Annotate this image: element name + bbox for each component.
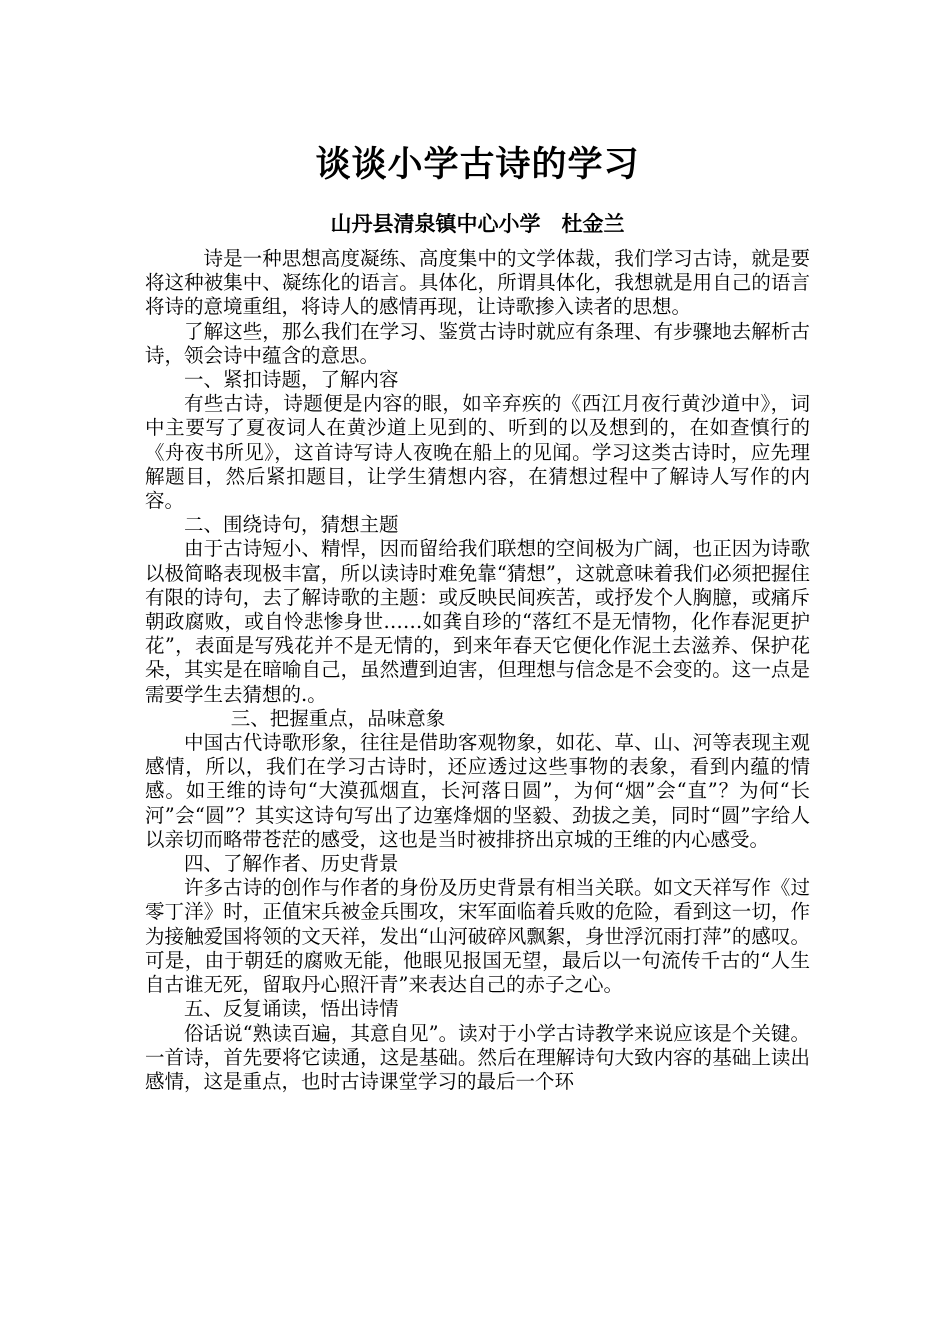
paragraph-section-3: 中国古代诗歌形象，往往是借助客观物象，如花、草、山、河等表现主观感情，所以，我们在学习古诗时，还应透过这些事物的表象，看到内蕴的情感。如王维的诗句“大漠孤烟直，长河落日圆”，为何“烟”会“直”？为何“长河”会“圆”？其实这诗句写出了边塞烽烟的坚毅、劲拔之美，同时“圆”字给人以亲切而略带苍茫的感受，这也是当时被排挤出京城的王维的内心感受。	[145, 731, 810, 851]
paragraph-intro: 诗是一种思想高度凝练、高度集中的文学体裁，我们学习古诗，就是要将这种被集中、凝练化的语言。具体化，所谓具体化，我想就是用自己的语言将诗的意境重组，将诗人的感情再现，让诗歌掺入读者的思想。	[145, 247, 810, 319]
section-heading-2: 二、围绕诗句，猜想主题	[184, 513, 399, 537]
section-heading-4: 四、了解作者、历史背景	[184, 852, 399, 876]
author-line: 山丹县清泉镇中心小学 杜金兰	[330, 211, 625, 236]
paragraph-section-1: 有些古诗，诗题便是内容的眼，如辛弃疾的《西江月夜行黄沙道中》，词中主要写了夏夜词人在黄沙道上见到的、听到的以及想到的，在如查慎行的《舟夜书所见》，这首诗写诗人夜晚在船上的见闻。学习这类古诗时，应先理解题目，然后紧扣题目，让学生猜想内容，在猜想过程中了解诗人写作的内容。	[145, 392, 810, 513]
section-heading-1: 一、紧扣诗题，了解内容	[184, 368, 399, 392]
paragraph-section-4: 许多古诗的创作与作者的身份及历史背景有相当关联。如文天祥写作《过零丁洋》时，正值宋兵被金兵围攻，宋军面临着兵败的危险，看到这一切，作为接触爱国将领的文天祥，发出“山河破碎风飘絮，身世浮沉雨打萍”的感叹。可是，由于朝廷的腐败无能，他眼见报国无望，最后以一句流传千古的“人生自古谁无死，留取丹心照汗青”来表达自己的赤子之心。	[145, 876, 810, 997]
paragraph-intro-2: 了解这些，那么我们在学习、鉴赏古诗时就应有条理、有步骤地去解析古诗，领会诗中蕴含的意思。	[145, 319, 810, 367]
paragraph-section-5: 俗话说“熟读百遍，其意自见”。读对于小学古诗教学来说应该是个关键。一首诗，首先要将它读通，这是基础。然后在理解诗句大致内容的基础上读出感情，这是重点，也时古诗课堂学习的最后一个环	[145, 1021, 810, 1093]
section-heading-3: 三、把握重点，品味意象	[230, 706, 446, 730]
section-heading-5: 五、反复诵读，悟出诗情	[184, 997, 399, 1021]
document-title: 谈谈小学古诗的学习	[315, 144, 640, 185]
document-body	[145, 247, 810, 1094]
paragraph-section-2: 由于古诗短小、精悍，因而留给我们联想的空间极为广阔，也正因为诗歌以极简略表现极丰富，所以读诗时难免靠“猜想”，这就意味着我们必须把握住有限的诗句，去了解诗歌的主题：或反映民间疾苦，或抒发个人胸臆，或痛斥朝政腐败，或自怜悲惨身世……如龚自珍的“落红不是无情物，化作春泥更护花”，表面是写残花并不是无情的，到来年春天它便化作泥土去滋养、保护花朵，其实是在暗喻自己，虽然遭到迫害，但理想与信念是不会变的。这一点是需要学生去猜想的.。	[145, 537, 810, 706]
